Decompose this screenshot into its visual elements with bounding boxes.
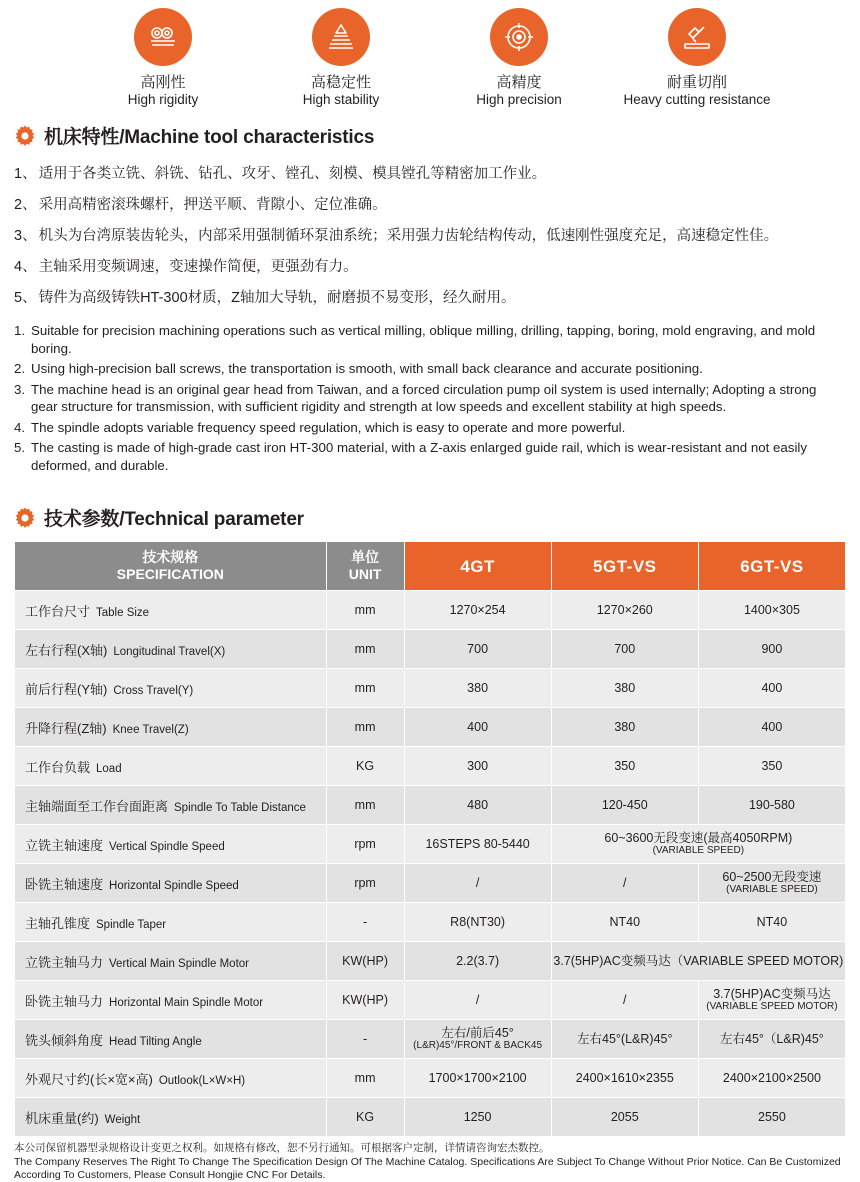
list-item — [14, 322, 846, 357]
spec-value-4gt: 1270×254 — [404, 591, 551, 630]
spec-value-6gt-vs: 190-580 — [698, 786, 845, 825]
feature-label-cn: 高精度 — [496, 74, 542, 91]
spec-name-cn: 左右行程(X轴) — [25, 642, 108, 658]
list-item-number: 2、 — [14, 197, 37, 213]
spec-name-cn: 外观尺寸约(长×宽×高) — [25, 1071, 153, 1087]
list-item — [14, 283, 846, 314]
spec-value-4gt: 400 — [404, 708, 551, 747]
list-item — [14, 419, 846, 437]
characteristics-cn-list — [14, 159, 846, 314]
column-header-model-4gt: 4GT — [404, 542, 551, 591]
list-item-number: 1. — [14, 323, 26, 338]
spec-value-merged — [551, 825, 845, 864]
spec-value-5gt-vs: 2400×1610×2355 — [551, 1059, 698, 1098]
table-row — [15, 1020, 846, 1059]
spec-value-4gt: / — [404, 864, 551, 903]
spec-name-en: Spindle Taper — [96, 918, 167, 931]
spec-value-4gt: 2.2(3.7) — [404, 942, 551, 981]
section-title: 机床特性/Machine tool characteristics — [44, 127, 375, 148]
table-row — [15, 942, 846, 981]
spec-value-6gt-vs: 900 — [698, 630, 845, 669]
column-header-model-6gt-vs: 6GT-VS — [698, 542, 845, 591]
precision-icon — [490, 8, 548, 66]
spec-value-main: 左右/前后45° — [441, 1026, 514, 1040]
spec-name-cn: 主轴孔锥度 — [25, 915, 91, 931]
specification-table — [14, 541, 846, 1137]
spec-name-en: Horizontal Main Spindle Motor — [109, 996, 264, 1009]
feature-item-rigidity — [88, 8, 238, 108]
list-item-text: Suitable for precision machining operations such as vertical milling, oblique milling, drilling, tapping, boring, mold engraving, and mold boring. — [31, 323, 816, 356]
spec-value-merged-main: 60~3600无段变速(最高4050RPM) — [604, 831, 793, 845]
feature-label-en: Heavy cutting resistance — [623, 92, 771, 107]
column-header-specification — [15, 542, 327, 591]
spec-name-cn: 工作台尺寸 — [25, 603, 91, 619]
spec-unit: mm — [326, 1059, 404, 1098]
section-header-characteristics — [14, 122, 846, 149]
stability-icon — [312, 8, 370, 66]
disclaimer-en: The Company Reserves The Right To Change The Specification Design Of The Machine Catalog. Specifications Are Subject To Change Without Prior Notice. Can Be Customized According To Customers, Please Consult Hongjie CNC For Details. — [14, 1156, 841, 1181]
table-row — [15, 1098, 846, 1137]
table-row — [15, 747, 846, 786]
list-item — [14, 252, 846, 283]
spec-unit: KG — [326, 1098, 404, 1137]
spec-value-5gt-vs: NT40 — [551, 903, 698, 942]
feature-label-en: High stability — [302, 92, 380, 107]
spec-name-cn: 升降行程(Z轴) — [25, 720, 107, 736]
gear-icon — [14, 507, 36, 529]
rigidity-icon — [134, 8, 192, 66]
spec-name-en: Vertical Main Spindle Motor — [109, 957, 249, 970]
spec-value-5gt-vs: 左右45°(L&R)45° — [551, 1020, 698, 1059]
spec-unit: mm — [326, 708, 404, 747]
feature-label-cn: 耐重切削 — [666, 74, 727, 91]
section-title: 技术参数/Technical parameter — [44, 509, 304, 530]
spec-value-6gt-vs — [698, 864, 845, 903]
list-item-text: The casting is made of high-grade cast iron HT-300 material, with a Z-axis enlarged guide rail, which is wear-resistant and not easily deformed, and durable. — [31, 440, 808, 473]
list-item — [14, 439, 846, 474]
header-cn: 技术规格 — [142, 549, 199, 565]
table-row — [15, 630, 846, 669]
spec-value-main: 3.7(5HP)AC变频马达 — [713, 987, 831, 1001]
spec-unit: mm — [326, 669, 404, 708]
disclaimer-cn: 本公司保留机器型录规格设计变更之权利。如规格有修改，恕不另行通知。可根据客户定制，详情请咨询宏杰数控。 — [14, 1142, 550, 1154]
spec-unit: KW(HP) — [326, 942, 404, 981]
spec-value-4gt: 1700×1700×2100 — [404, 1059, 551, 1098]
spec-name-en: Vertical Spindle Speed — [109, 840, 225, 853]
gear-icon — [14, 125, 36, 147]
table-row — [15, 825, 846, 864]
spec-name-en: Head Tilting Angle — [109, 1035, 202, 1048]
spec-value-4gt: 380 — [404, 669, 551, 708]
spec-name-en: Longitudinal Travel(X) — [113, 645, 226, 658]
table-row — [15, 591, 846, 630]
spec-value-6gt-vs: 400 — [698, 669, 845, 708]
spec-unit: - — [326, 903, 404, 942]
spec-value-5gt-vs: 2055 — [551, 1098, 698, 1137]
table-header-row — [15, 542, 846, 591]
spec-value-sub: (VARIABLE SPEED MOTOR) — [706, 1001, 838, 1012]
spec-value-5gt-vs: 1270×260 — [551, 591, 698, 630]
feature-label-cn: 高稳定性 — [310, 74, 371, 91]
spec-value-merged: 3.7(5HP)AC变频马达（VARIABLE SPEED MOTOR) — [551, 942, 845, 981]
list-item-text: 机头为台湾原装齿轮头，内部采用强制循环泵油系统；采用强力齿轮结构传动，低速刚性强度充足，高速稳定性佳。 — [38, 228, 779, 244]
spec-value-4gt: 300 — [404, 747, 551, 786]
spec-name-en: Horizontal Spindle Speed — [109, 879, 239, 892]
table-row — [15, 903, 846, 942]
spec-unit: - — [326, 1020, 404, 1059]
spec-name-en: Table Size — [96, 606, 150, 619]
list-item-number: 3、 — [14, 228, 37, 244]
spec-name-en: Cross Travel(Y) — [113, 684, 194, 697]
list-item — [14, 381, 846, 416]
spec-value-6gt-vs: 2400×2100×2500 — [698, 1059, 845, 1098]
list-item-number: 5、 — [14, 290, 37, 306]
spec-unit: rpm — [326, 864, 404, 903]
table-row — [15, 864, 846, 903]
spec-name-cn: 机床重量(约) — [25, 1110, 99, 1126]
spec-value-6gt-vs: 2550 — [698, 1098, 845, 1137]
spec-value-6gt-vs: 1400×305 — [698, 591, 845, 630]
spec-name-cn: 卧铣主轴马力 — [25, 993, 104, 1009]
spec-value-4gt: 480 — [404, 786, 551, 825]
list-item-text: 采用高精密滚珠螺杆，押送平顺、背隙小、定位准确。 — [38, 197, 387, 213]
table-row — [15, 981, 846, 1020]
spec-value-4gt: R8(NT30) — [404, 903, 551, 942]
spec-value-5gt-vs: 120-450 — [551, 786, 698, 825]
table-row — [15, 708, 846, 747]
list-item-number: 5. — [14, 440, 26, 455]
table-row — [15, 669, 846, 708]
list-item-number: 4. — [14, 419, 26, 435]
heavy-cutting-icon — [668, 8, 726, 66]
list-item-text: 适用于各类立铣、斜铣、钻孔、攻牙、镗孔、刻模、模具镗孔等精密加工作业。 — [38, 166, 547, 182]
spec-name-en: Load — [96, 762, 122, 775]
spec-value-4gt: 1250 — [404, 1098, 551, 1137]
spec-name-cn: 工作台负载 — [25, 759, 91, 775]
table-row — [15, 1059, 846, 1098]
spec-unit: mm — [326, 591, 404, 630]
section-header-parameters — [14, 504, 846, 531]
spec-value-6gt-vs: 350 — [698, 747, 845, 786]
spec-value-4gt: / — [404, 981, 551, 1020]
spec-value-5gt-vs: 350 — [551, 747, 698, 786]
spec-value-5gt-vs: 380 — [551, 708, 698, 747]
list-item-text: The spindle adopts variable frequency speed regulation, which is easy to operate and more powerful. — [31, 419, 626, 435]
feature-highlights — [14, 0, 846, 108]
spec-name-en: Weight — [104, 1113, 141, 1126]
spec-value-6gt-vs: NT40 — [698, 903, 845, 942]
list-item — [14, 360, 846, 378]
spec-name-cn: 主轴端面至工作台面距离 — [25, 798, 169, 814]
spec-value-6gt-vs: 400 — [698, 708, 845, 747]
list-item-number: 3. — [14, 381, 26, 397]
spec-value-5gt-vs: / — [551, 864, 698, 903]
spec-value-6gt-vs: 左右45°（L&R)45° — [698, 1020, 845, 1059]
list-item-text: 铸件为高级铸铁HT-300材质，Z轴加大导轨，耐磨损不易变形，经久耐用。 — [38, 290, 516, 306]
list-item-text: Using high-precision ball screws, the transportation is smooth, with small back clearance and accurate positioning. — [31, 361, 703, 376]
spec-value-sub: (L&R)45°/FRONT & BACK45 — [413, 1040, 543, 1051]
spec-value-merged-sub: (VARIABLE SPEED) — [652, 845, 745, 856]
spec-name-en: Spindle To Table Distance — [174, 801, 306, 814]
header-en: SPECIFICATION — [116, 566, 224, 582]
spec-value-6gt-vs — [698, 981, 845, 1020]
feature-item-precision — [444, 8, 594, 108]
disclaimer — [14, 1142, 846, 1182]
spec-unit: rpm — [326, 825, 404, 864]
spec-name-cn: 铣头倾斜角度 — [25, 1032, 104, 1048]
feature-item-stability — [266, 8, 416, 108]
spec-name-cn: 立铣主轴速度 — [25, 837, 104, 853]
list-item-number: 1、 — [14, 166, 37, 182]
spec-value-4gt: 16STEPS 80-5440 — [404, 825, 551, 864]
feature-label-en: High rigidity — [127, 92, 199, 107]
table-row — [15, 786, 846, 825]
spec-name-en: Knee Travel(Z) — [112, 723, 189, 736]
list-item — [14, 221, 846, 252]
spec-unit: mm — [326, 786, 404, 825]
list-item — [14, 190, 846, 221]
list-item-text: 主轴采用变频调速，变速操作简便，更强劲有力。 — [38, 259, 358, 275]
characteristics-en-list — [14, 322, 846, 474]
spec-value-4gt: 700 — [404, 630, 551, 669]
header-en: UNIT — [348, 566, 382, 582]
column-header-unit — [326, 542, 404, 591]
list-item-text: The machine head is an original gear head from Taiwan, and a forced circulation pump oil system is used internally; Adopting a strong gear structure for transmission, with sufficient rigidity and strength at low speeds and excellent stability at high speeds. — [31, 381, 817, 414]
spec-name-cn: 卧铣主轴速度 — [25, 876, 104, 892]
list-item — [14, 159, 846, 190]
list-item-number: 4、 — [14, 259, 37, 275]
spec-name-cn: 立铣主轴马力 — [25, 954, 104, 970]
spec-value-5gt-vs: 700 — [551, 630, 698, 669]
feature-label-cn: 高刚性 — [140, 74, 186, 91]
spec-value-5gt-vs: / — [551, 981, 698, 1020]
spec-name-cn: 前后行程(Y轴) — [25, 681, 108, 697]
spec-name-en: Outlook(L×W×H) — [158, 1074, 246, 1087]
spec-unit: KG — [326, 747, 404, 786]
spec-value-sub: (VARIABLE SPEED) — [726, 884, 818, 895]
spec-value-4gt — [404, 1020, 551, 1059]
feature-item-heavy-cutting — [622, 8, 772, 108]
header-cn: 单位 — [351, 549, 380, 565]
spec-value-5gt-vs: 380 — [551, 669, 698, 708]
spec-unit: KW(HP) — [326, 981, 404, 1020]
spec-value-main: 60~2500无段变速 — [722, 870, 822, 884]
spec-unit: mm — [326, 630, 404, 669]
column-header-model-5gt-vs: 5GT-VS — [551, 542, 698, 591]
feature-label-en: High precision — [476, 92, 562, 107]
list-item-number: 2. — [14, 361, 26, 376]
